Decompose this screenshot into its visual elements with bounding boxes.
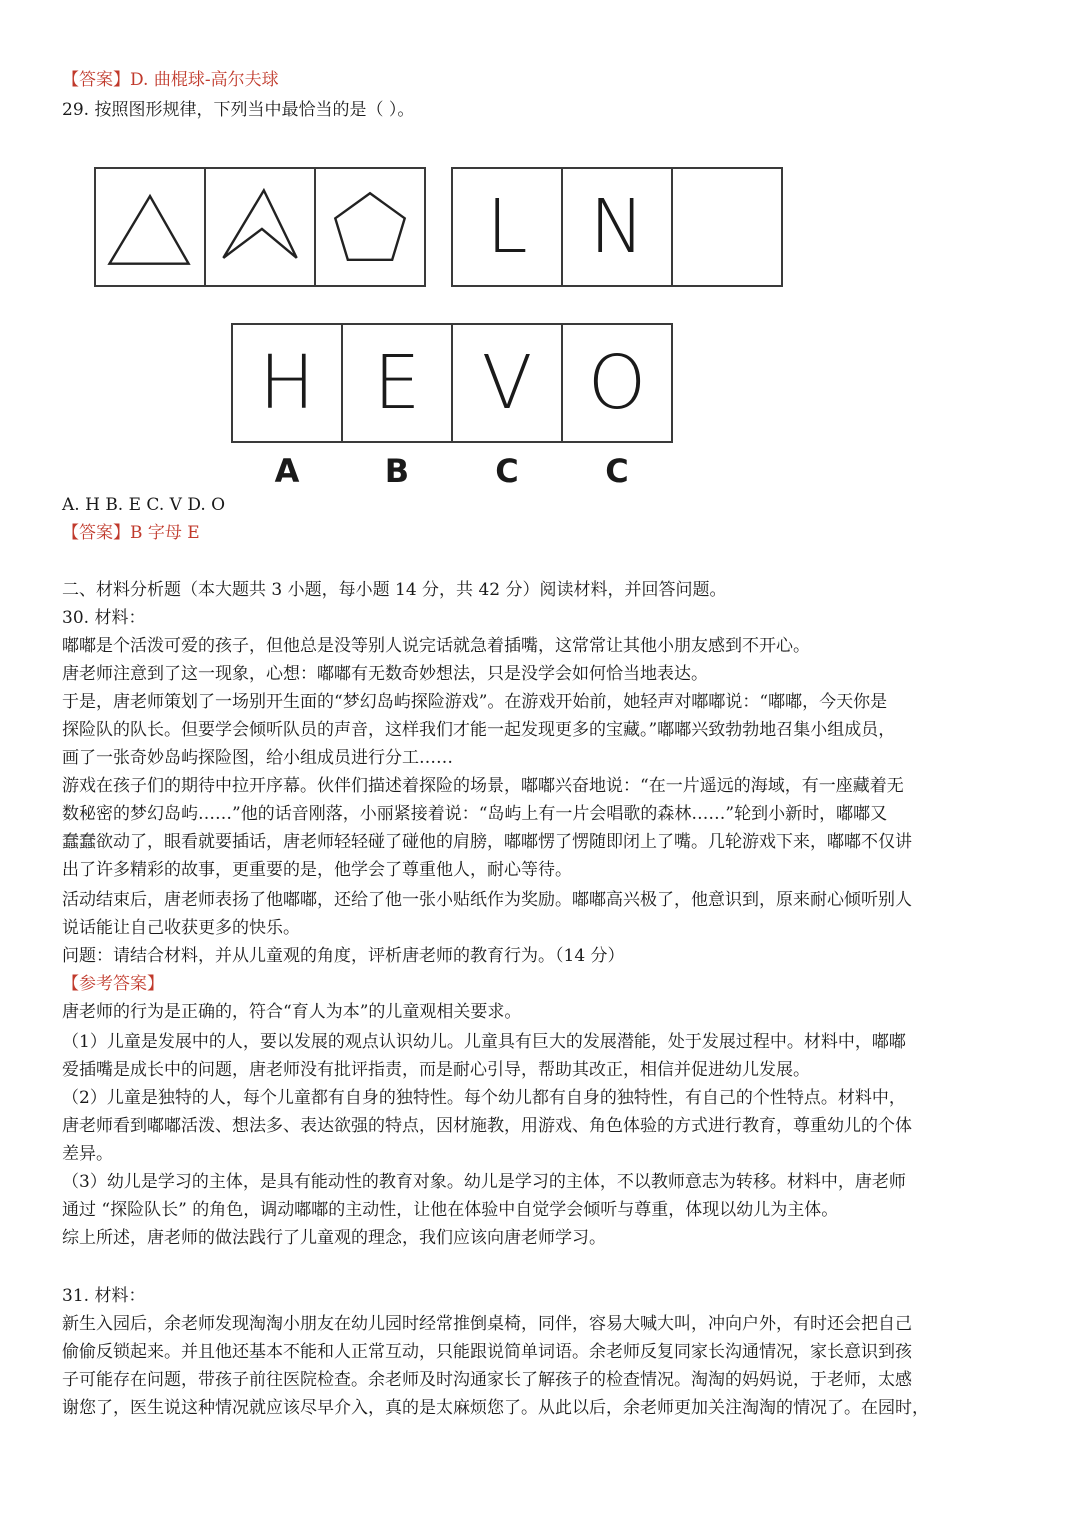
puzzle-cell-pentagon [314, 167, 426, 287]
option-cell-b [341, 323, 453, 443]
q29-choices: A. H B. E C. V D. O [62, 495, 226, 515]
puzzle-top-left-group [94, 167, 426, 287]
q30-material-line: 出了许多精彩的故事，更重要的是，他学会了尊重他人，耐心等待。 [62, 860, 572, 880]
q30-material-line: 活动结束后，唐老师表扬了他嘟嘟，还给了他一张小贴纸作为奖励。嘟嘟高兴极了，他意识到，原来耐心倾听别人 [62, 890, 912, 910]
letter-l: L [486, 184, 528, 270]
q31-material-line: 新生入园后，余老师发现淘淘小朋友在幼儿园时经常推倒桌椅，同伴，容易大喊大叫，冲向户外，有时还会把自己 [62, 1314, 912, 1334]
q30-material-line: 数秘密的梦幻岛屿……”他的话音刚落，小丽紧接着说：“岛屿上有一片会唱歌的森林……”轮到小新时，嘟嘟又 [62, 804, 888, 824]
puzzle-cell-triangle [94, 167, 206, 287]
q30-question: 问题：请结合材料，并从儿童观的角度，评析唐老师的教育行为。（14 分） [62, 946, 625, 966]
q30-answer-line: （2）儿童是独特的人，每个儿童都有自身的独特性。每个幼儿都有自身的独特性，有自己的个性特点。材料中， [62, 1088, 906, 1108]
q30-material-line: 画了一张奇妙岛屿探险图，给小组成员进行分工…… [62, 748, 453, 768]
q30-answer-line: 唐老师的行为是正确的，符合“育人为本”的儿童观相关要求。 [62, 1002, 522, 1022]
q30-material-line: 于是，唐老师策划了一场别开生面的“梦幻岛屿探险游戏”。在游戏开始前，她轻声对嘟嘟说：“嘟嘟，今天你是 [62, 692, 888, 712]
q30-material-line: 探险队的队长。但要学会倾听队员的声音，这样我们才能一起发现更多的宝藏。”嘟嘟兴致勃勃地召集小组成员， [62, 720, 896, 740]
q30-label: 30. 材料： [62, 608, 146, 628]
option-cell-d [561, 323, 673, 443]
puzzle-cell-letter-l [451, 167, 563, 287]
triangle-shape [96, 169, 204, 285]
option-letter-h: H [259, 340, 315, 426]
q30-material-line: 说话能让自己收获更多的快乐。 [62, 918, 300, 938]
puzzle-top-right-group [451, 167, 783, 287]
option-letter-e: E [373, 340, 421, 426]
q30-answer-line: （1）儿童是发展中的人，要以发展的观点认识幼儿。儿童具有巨大的发展潜能，处于发展过程中。材料中，嘟嘟 [62, 1032, 906, 1052]
q30-material-line: 游戏在孩子们的期待中拉开序幕。伙伴们描述着探险的场景，嘟嘟兴奋地说：“在一片遥远的海域，有一座藏着无 [62, 776, 904, 796]
q31-material-line: 偷偷反锁起来。并且他还基本不能和人正常互动，只能跟说简单词语。余老师反复同家长沟通情况，家长意识到孩 [62, 1342, 912, 1362]
arrowhead-shape [206, 169, 314, 285]
q28-answer: 【答案】D. 曲棍球-高尔夫球 [62, 70, 279, 90]
q31-material-line: 谢您了，医生说这种情况就应该尽早介入，真的是太麻烦您了。从此以后，余老师更加关注淘淘的情况了。在园时， [62, 1398, 929, 1418]
letter-n: N [589, 184, 645, 270]
puzzle-cell-letter-n [561, 167, 673, 287]
option-letter-o: O [587, 340, 647, 426]
option-label-a: A [274, 452, 300, 490]
q30-answer-line: 综上所述，唐老师的做法践行了儿童观的理念，我们应该向唐老师学习。 [62, 1228, 606, 1248]
option-label-c-second: C [605, 452, 629, 490]
q30-answer-line: （3）幼儿是学习的主体，是具有能动性的教育对象。幼儿是学习的主体，不以教师意志为转移。材料中，唐老师 [62, 1172, 906, 1192]
option-cell-a [231, 323, 343, 443]
q30-material-line: 嘟嘟是个活泼可爱的孩子，但他总是没等别人说完话就急着插嘴，这常常让其他小朋友感到不开心。 [62, 636, 810, 656]
q31-label: 31. 材料： [62, 1286, 146, 1306]
q30-material-line: 唐老师注意到了这一现象，心想：嘟嘟有无数奇妙想法，只是没学会如何恰当地表达。 [62, 664, 708, 684]
q30-material-line: 蠢蠢欲动了，眼看就要插话，唐老师轻轻碰了碰他的肩膀，嘟嘟愣了愣随即闭上了嘴。几轮游戏下来，嘟嘟不仅讲 [62, 832, 912, 852]
q30-reference-answer-label: 【参考答案】 [62, 974, 164, 994]
q31-material-line: 子可能存在问题，带孩子前往医院检查。余老师及时沟通家长了解孩子的检查情况。淘淘的妈妈说，于老师，太感 [62, 1370, 912, 1390]
q30-answer-line: 爱插嘴是成长中的问题，唐老师没有批评指责，而是耐心引导，帮助其改正，相信并促进幼儿发展。 [62, 1060, 810, 1080]
q29-answer: 【答案】B 字母 E [62, 523, 200, 543]
q30-answer-line: 唐老师看到嘟嘟活泼、想法多、表达欲强的特点，因材施教，用游戏、角色体验的方式进行教育，尊重幼儿的个体 [62, 1116, 912, 1136]
pentagon-shape [316, 169, 424, 285]
option-letter-v: V [481, 340, 533, 426]
section2-title: 二、材料分析题（本大题共 3 小题，每小题 14 分，共 42 分）阅读材料，并回答问题。 [62, 580, 727, 600]
puzzle-cell-blank [671, 167, 783, 287]
puzzle-cell-arrowhead [204, 167, 316, 287]
option-label-b: B [384, 452, 410, 490]
q29-stem: 29. 按照图形规律，下列当中最恰当的是（ ）。 [62, 100, 415, 120]
option-cell-c [451, 323, 563, 443]
q30-answer-line: 通过 “探险队长” 的角色，调动嘟嘟的主动性，让他在体验中自觉学会倾听与尊重，体现以幼儿为主体。 [62, 1200, 839, 1220]
q30-answer-line: 差异。 [62, 1144, 113, 1164]
puzzle-options-row [231, 323, 673, 443]
option-label-c: C [495, 452, 519, 490]
